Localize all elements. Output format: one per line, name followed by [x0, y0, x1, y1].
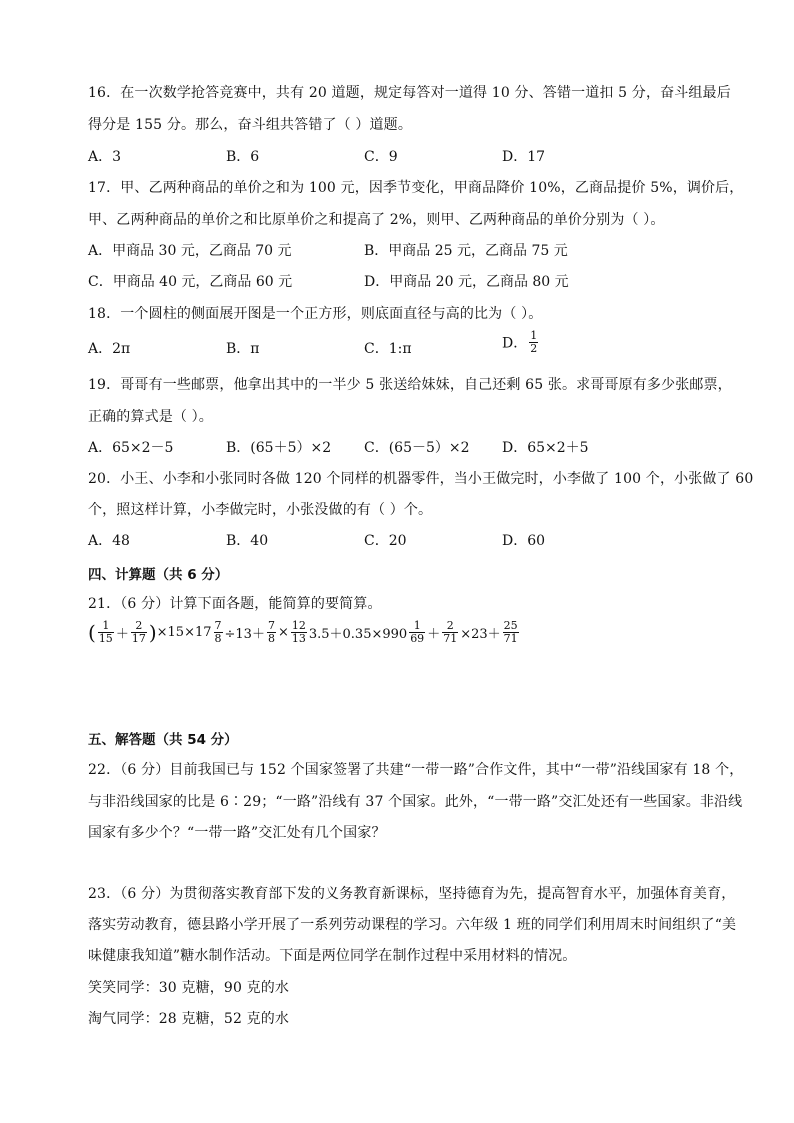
fraction: $\frac{1}{69}$	[410, 619, 425, 645]
q22-line1: 22．（6 分）目前我国已与 152 个国家签署了共建“一带一路”合作文件，其中“一带”沿线国家有 18 个，	[88, 762, 744, 778]
q18-option-d-fraction: $\frac{1}{2}$	[530, 329, 538, 355]
expr-text: ＋	[427, 627, 441, 642]
q19-option-b: B．(65＋5）×2	[226, 440, 332, 456]
q17-line2: 甲、乙两种商品的单价之和比原单价之和提高了 2%，则甲、乙两种商品的单价分别为（ ）。	[88, 212, 665, 228]
q19-option-a: A．65×2－5	[88, 440, 174, 456]
q17-option-d: D．甲商品 20 元，乙商品 80 元	[364, 274, 569, 290]
q18-option-d	[502, 330, 540, 355]
q18-option-d-label: D．	[502, 335, 528, 352]
q16-option-c: C．9	[364, 149, 398, 165]
q16-line2: 得分是 155 分。那么，奋斗组共答错了（ ）道题。	[88, 117, 412, 133]
q20-line1: 20．小王、小李和小张同时各做 120 个同样的机器零件，当小王做完时，小李做了 100 个，小张做了 60	[88, 471, 754, 487]
fraction: $\frac{7}{8}$	[214, 619, 222, 645]
fraction: $\frac{12}{13}$	[291, 619, 306, 645]
q19-line1: 19．哥哥有一些邮票，他拿出其中的一半少 5 张送给妹妹，自己还剩 65 张。求哥哥原有多少张邮票，	[88, 377, 732, 393]
plus-sign: ＋	[115, 627, 129, 642]
q20-option-a: A．48	[88, 533, 130, 549]
q21-line1: 21．（6 分）计算下面各题，能简算的要简算。	[88, 596, 382, 612]
q22-line3: 国家有多少个？“一带一路”交汇处有几个国家？	[88, 825, 386, 841]
q23-line2: 落实劳动教育，德县路小学开展了一系列劳动课程的学习。六年级 1 班的同学们利用周末时间组织了“美	[88, 917, 737, 933]
q17-line1: 17．甲、乙两种商品的单价之和为 100 元，因季节变化，甲商品降价 10%，乙商品提价 5%，调价后，	[88, 180, 744, 196]
q23-line5: 淘气同学：28 克糖，52 克的水	[88, 1011, 290, 1027]
q21-expressions	[88, 620, 521, 645]
expr-text: ×23＋	[460, 627, 501, 642]
fraction: $\frac{2}{17}$	[131, 619, 146, 645]
q18-option-b: B．π	[226, 341, 260, 357]
expr-text: ÷13＋	[224, 627, 265, 642]
q23-line1: 23．（6 分）为贯彻落实教育部下发的义务教育新课标，坚持德育为先，提高智育水平，加强体育美育，	[88, 886, 736, 902]
q16-option-b: B．6	[226, 149, 260, 165]
q16-option-d: D．17	[502, 149, 546, 165]
q17-option-b: B．甲商品 25 元，乙商品 75 元	[364, 243, 568, 259]
fraction: $\frac{25}{71}$	[503, 619, 518, 645]
q17-option-a: A．甲商品 30 元，乙商品 70 元	[88, 243, 292, 259]
section-heading-word-problems: 五、解答题（共 54 分）	[88, 732, 238, 748]
expr-text: ×	[277, 625, 289, 640]
q19-option-d: D．65×2＋5	[502, 440, 589, 456]
q23-line4: 笑笑同学：30 克糖，90 克的水	[88, 980, 290, 996]
expr-text: ×15×17	[156, 625, 212, 640]
q18-option-a: A．2π	[88, 341, 131, 357]
fraction: $\frac{2}{71}$	[443, 619, 458, 645]
left-paren: (	[88, 620, 96, 645]
fraction: $\frac{7}{8}$	[267, 619, 275, 645]
q17-option-c: C．甲商品 40 元，乙商品 60 元	[88, 274, 293, 290]
fraction: $\frac{1}{15}$	[98, 619, 113, 645]
q23-line3: 味健康我知道”糖水制作活动。下面是两位同学在制作过程中采用材料的情况。	[88, 948, 577, 964]
q19-option-c: C．(65－5）×2	[364, 440, 470, 456]
section-heading-calculation: 四、计算题（共 6 分）	[88, 567, 229, 583]
right-paren: )	[148, 620, 157, 645]
q16-option-a: A．3	[88, 149, 122, 165]
q20-option-d: D．60	[502, 533, 546, 549]
expr-text: 3.5＋0.35×990	[308, 627, 408, 642]
q22-line2: 与非沿线国家的比是 6∶29；“一路”沿线有 37 个国家。此外，“一带一路”交汇处还有一些国家。非沿线	[88, 794, 743, 810]
q19-line2: 正确的算式是（ ）。	[88, 409, 213, 425]
q16-line1: 16．在一次数学抢答竞赛中，共有 20 道题，规定每答对一道得 10 分、答错一道扣 5 分，奋斗组最后	[88, 85, 731, 101]
q18-line1: 18．一个圆柱的侧面展开图是一个正方形，则底面直径与高的比为（ ）。	[88, 306, 543, 322]
q18-option-c: C．1:π	[364, 341, 412, 357]
q20-option-b: B．40	[226, 533, 269, 549]
q20-option-c: C．20	[364, 533, 407, 549]
q20-line2: 个，照这样计算，小李做完时，小张没做的有（ ）个。	[88, 502, 433, 518]
